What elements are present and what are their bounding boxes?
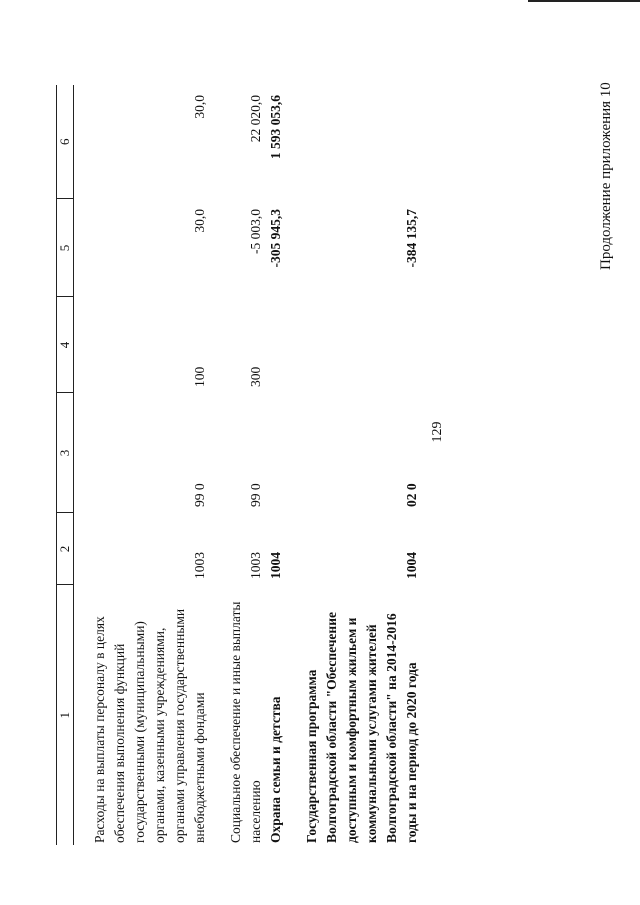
row-kind [302, 297, 422, 393]
column-header: 2 [57, 513, 74, 585]
row-kind: 300 [248, 366, 263, 387]
row-target: 02 0 [404, 483, 419, 507]
row-total: 22 020,0 [248, 95, 263, 143]
row-change: -305 945,3 [268, 209, 283, 268]
table-row [90, 85, 210, 845]
column-header: 4 [57, 297, 74, 393]
row-change: 30,0 [192, 209, 207, 233]
header-row [57, 85, 74, 845]
row-total: 1 593 053,6 [268, 95, 283, 160]
page-number: 129 [430, 421, 445, 443]
column-header: 3 [57, 393, 74, 513]
row-change: -5 003,0 [248, 209, 263, 254]
row-target [266, 393, 286, 513]
column-header: 1 [57, 585, 74, 845]
row-kind [266, 297, 286, 393]
table-row [226, 85, 266, 845]
row-name: Государственная программа Волгоградской области "Обеспечение доступным и комфортным жильем и коммунальными услугами жителей Волгоградской области" на 2014-2016 годы и на период до 2020 года [304, 612, 419, 843]
row-section: 1003 [248, 552, 263, 579]
row-kind: 100 [192, 366, 207, 387]
row-section: 1004 [268, 552, 283, 579]
row-section: 1004 [404, 552, 419, 579]
row-name: Расходы на выплаты персоналу в целях обеспечения выполнения функций государственными (муниципальными) органами, казенными учреждениями, органами управления государственными внебюджетными фондами [92, 608, 207, 843]
row-total [302, 85, 422, 199]
table-row [302, 85, 422, 845]
row-total: 30,0 [192, 95, 207, 119]
budget-table [56, 85, 422, 845]
column-header: 6 [57, 85, 74, 199]
row-name: Охрана семьи и детства [268, 696, 283, 843]
continuation-heading: Продолжение приложения 10 [598, 82, 614, 270]
row-section: 1003 [192, 552, 207, 579]
row-target: 99 0 [248, 483, 263, 507]
row-change: -384 135,7 [404, 209, 419, 268]
column-header: 5 [57, 199, 74, 297]
row-name: Социальное обеспечение и иные выплаты населению [228, 601, 263, 843]
row-target: 99 0 [192, 483, 207, 507]
top-edge-rule [528, 0, 640, 2]
table-row [266, 85, 286, 845]
rotated-table-area [56, 85, 586, 845]
